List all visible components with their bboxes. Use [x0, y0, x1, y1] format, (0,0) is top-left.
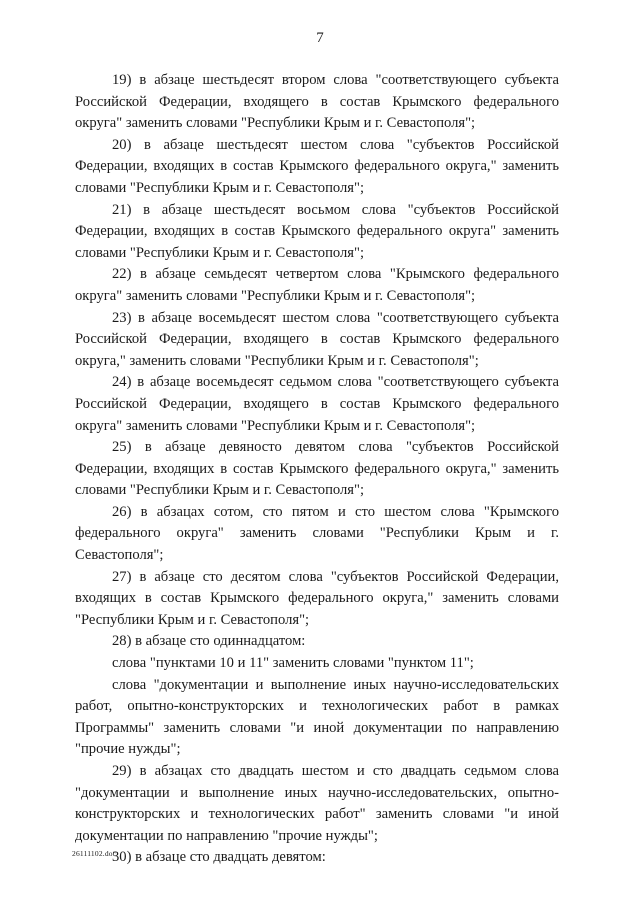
- paragraph-25: 25) в абзаце девяносто девятом слова "субъектов Российской Федерации, входящих в состав Крымского федерального округа," заменить словами "Республики Крым и г. Севастополя";: [75, 439, 559, 499]
- paragraph-24: 24) в абзаце восемьдесят седьмом слова "соответствующего субъекта Российской Федерации, входящего в состав Крымского федерального округа" заменить словами "Республики Крым и г. Севастополя";: [75, 374, 559, 434]
- paragraph-23: 23) в абзаце восемьдесят шестом слова "соответствующего субъекта Российской Федерации, входящего в состав Крымского федерального округа," заменить словами "Республики Крым и г. Севастополя";: [75, 309, 559, 369]
- paragraph-26: 26) в абзацах сотом, сто пятом и сто шестом слова "Крымского федерального округа" заменить словами "Республики Крым и г. Севастополя";: [75, 503, 559, 564]
- paragraph-27: 27) в абзаце сто десятом слова "субъектов Российской Федерации, входящих в состав Крымского федерального округа," заменить словами "Республики Крым и г. Севастополя";: [75, 568, 559, 628]
- paragraph-22: 22) в абзаце семьдесят четвертом слова "Крымского федерального округа" заменить словами "Республики Крым и г. Севастополя";: [75, 266, 559, 304]
- paragraph-20: 20) в абзаце шестьдесят шестом слова "субъектов Российской Федерации, входящих в состав Крымского федерального округа," заменить словами "Республики Крым и г. Севастополя";: [75, 136, 559, 196]
- document-body: [75, 70, 559, 869]
- paragraph-28-item-2: слова "документации и выполнение иных научно-исследовательских работ, опытно-конструкторских и технологических работ в рамках Программы" заменить словами "и иной документации по направлению "прочие нужды";: [75, 676, 559, 758]
- paragraph-29: 29) в абзацах сто двадцать шестом и сто двадцать седьмом слова "документации и выполнение иных научно-исследовательских, опытно-конструкторских и технологических работ" заменить словами "и иной документации по направлению "прочие нужды";: [75, 763, 559, 844]
- paragraph-30: 30) в абзаце сто двадцать девятом:: [112, 849, 326, 866]
- paragraph-28: 28) в абзаце сто одиннадцатом:: [112, 633, 306, 650]
- paragraph-28-item-1: слова "пунктами 10 и 11" заменить словами "пунктом 11";: [112, 655, 474, 672]
- paragraph-19: 19) в абзаце шестьдесят втором слова "соответствующего субъекта Российской Федерации, входящего в состав Крымского федерального округа" заменить словами "Республики Крым и г. Севастополя";: [75, 72, 559, 132]
- paragraph-21: 21) в абзаце шестьдесят восьмом слова "субъектов Российской Федерации, входящих в состав Крымского федерального округа" заменить словами "Республики Крым и г. Севастополя";: [75, 201, 559, 261]
- document-file-code: 26111102.doc: [72, 849, 117, 858]
- page-number: 7: [316, 30, 324, 46]
